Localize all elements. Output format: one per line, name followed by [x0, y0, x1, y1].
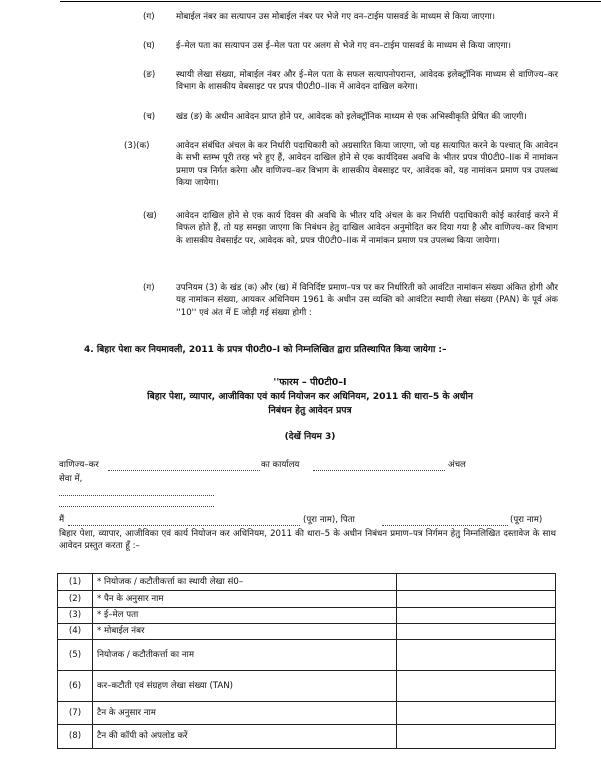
row-field: टैन की कॉपी को अपलोड करें: [93, 725, 397, 749]
form-subtitle: बिहार पेशा, व्यापार, आजीविका एवं कार्य नियोजन कर अधिनियम, 2011 की धारा–5 के अधीन: [147, 391, 473, 402]
row-field: * पैन के अनुसार नाम: [93, 591, 397, 608]
full-name-label: (पूरा नाम), पिता: [303, 515, 355, 525]
registration-table: [57, 573, 556, 749]
row-value[interactable]: [397, 608, 556, 624]
item-label: (ग): [143, 12, 155, 22]
top-rule: [60, 1, 601, 2]
section-heading: 4. बिहार पेशा कर नियमावली, 2011 के प्रपत्र पी0टी0–I को निम्नलिखित द्वारा प्रतिस्थापित किया जायेगा :–: [84, 345, 447, 355]
row-value[interactable]: [397, 591, 556, 608]
to-prefix: वाणिज्य–कर: [59, 460, 99, 470]
row-number: (2): [58, 591, 93, 608]
row-value[interactable]: [397, 671, 556, 702]
row-value[interactable]: [397, 574, 556, 591]
rule-reference: (देखें नियम 3): [284, 432, 336, 442]
table-row: [58, 671, 556, 702]
commercial-tax-blank[interactable]: [108, 470, 260, 471]
item-label: (ङ): [143, 70, 156, 80]
service-label: सेवा में,: [59, 474, 83, 484]
full-name-label-2: (पूरा नाम): [510, 515, 543, 525]
item-text: आवेदन संबंधित अंचल के कर निर्धारी पदाधिकारी को अग्रसारित किया जाएगा, जो यह सत्यापित करने के पश्चात् कि आवेदन के सभी स्तम्भ पूरी तरह भरे हुए हैं, आवेदन दाखिल होने से एक कार्यदिवस अवधि के भीतर प्रपत्र पी0टी0–IIक में नामांकन प्रमाण पत्र निर्गत करेगा और वाणिज्य–कर विभाग के शासकीय वेबसाइट पर, आवेदक को, यह नामांकन प्रमाण पत्र उपलब्ध किया जायेगा।: [176, 141, 558, 189]
table-row: [58, 702, 556, 725]
row-field: * नियोजक / कटौतीकर्त्ता का स्थायी लेखा सं0–: [93, 574, 397, 591]
circle-label: अंचल: [448, 460, 466, 470]
row-number: (6): [58, 671, 93, 702]
row-field: * मोबाईल नंबर: [93, 624, 397, 640]
table-row: [58, 608, 556, 624]
table-row: [58, 725, 556, 749]
row-field: * ई–मेल पता: [93, 608, 397, 624]
item-label: (3)(क): [124, 141, 150, 151]
father-name-blank[interactable]: [382, 525, 508, 526]
item-label: (ख): [143, 211, 157, 221]
i-label: मैं: [59, 515, 65, 525]
form-title: ''फारम – पी0टी0–I: [273, 377, 347, 388]
address-line-1[interactable]: [59, 495, 214, 496]
row-field: नियोजक / कटौतीकर्त्ता का नाम: [93, 640, 397, 671]
item-text: ई–मेल पता का सत्यापन उस ई–मेल पता पर अलग से भेजे गए वन–टाईम पासवर्ड के माध्यम से किया जाएगा।: [176, 41, 511, 51]
item-text: उपनियम (3) के खंड (क) और (ख) में विनिर्दिष्ट प्रमाण–पत्र पर कर निर्धारिती को आवंटित नामांकन संख्या अंकित होगी और यह नामांकन संख्या, आयकर अधिनियम 1961 के अधीन उस व्यक्ति को आवंटित स्थायी लेखा संख्या (PAN) के पूर्व अंक ''10'' एवं अंत में E जोड़ी गई संख्या होगी :: [176, 283, 558, 318]
table-row: [58, 574, 556, 591]
row-value[interactable]: [397, 624, 556, 640]
row-value[interactable]: [397, 725, 556, 749]
office-label: का कार्यालय: [261, 460, 300, 470]
form-subtitle-2: निबंधन हेतु आवेदन प्रपत्र: [268, 405, 352, 416]
office-blank[interactable]: [313, 470, 445, 471]
applicant-name-blank[interactable]: [68, 525, 300, 526]
row-number: (4): [58, 624, 93, 640]
item-text: आवेदन दाखिल होने से एक कार्य दिवस की अवधि के भीतर यदि अंचल के कर निर्धारी पदाधिकारी कोई कार्रवाई करने में विफल होते हैं, तो यह समझा जाएगा कि निबंधन हेतु दाखिल आवेदन अनुमोदित कर दिया गया है और वाणिज्य–कर विभाग के शासकीय वेबसाईट पर, आवेदक को, प्रपत्र पी0टी0–IIक में नामांकन प्रमाण पत्र उपलब्ध किया जायेगा।: [176, 211, 558, 246]
row-number: (5): [58, 640, 93, 671]
row-field: टैन के अनुसार नाम: [93, 702, 397, 725]
item-text: मोबाईल नंबर का सत्यापन उस मोबाईल नंबर पर भेजे गए वन–टाईम पासवर्ड के माध्यम से किया जाएगा।: [176, 12, 495, 22]
declaration-text: बिहार पेशा, व्यापार, आजीविका एवं कार्य नियोजन कर अधिनियम, 2011 की धारा–5 के अधीन निबंधन प्रमाण–पत्र निर्गमन हेतु निम्नलिखित दस्तावेज के साथ आवेदन प्रस्तुत करता हूँ :–: [59, 529, 556, 552]
item-text: स्थायी लेखा संख्या, मोबाईल नंबर और ई–मेल पता के सफल सत्यापनोपरान्त, आवेदक इलेक्ट्रॉनिक माध्यम से वाणिज्य–कर विभाग के शासकीय वेबसाइट पर प्रपत्र पी0टी0–IIक में आवेदन दाखिल करेगा।: [176, 70, 558, 93]
row-value[interactable]: [397, 640, 556, 671]
row-number: (1): [58, 574, 93, 591]
item-label: (घ): [143, 41, 155, 51]
table-row: [58, 624, 556, 640]
table-row: [58, 640, 556, 671]
row-field: कर–कटौती एवं संग्रहण लेखा संख्या (TAN): [93, 671, 397, 702]
table-row: [58, 591, 556, 608]
address-line-2[interactable]: [59, 506, 214, 507]
row-value[interactable]: [397, 702, 556, 725]
row-number: (8): [58, 725, 93, 749]
item-text: खंड (ङ) के अधीन आवेदन प्राप्त होने पर, आवेदक को इलेक्ट्रॉनिक माध्यम से एक अभिस्वीकृति प्रेषित की जाएगी।: [176, 112, 527, 122]
item-label: (च): [143, 112, 156, 122]
row-number: (7): [58, 702, 93, 725]
item-label: (ग): [143, 283, 155, 293]
row-number: (3): [58, 608, 93, 624]
